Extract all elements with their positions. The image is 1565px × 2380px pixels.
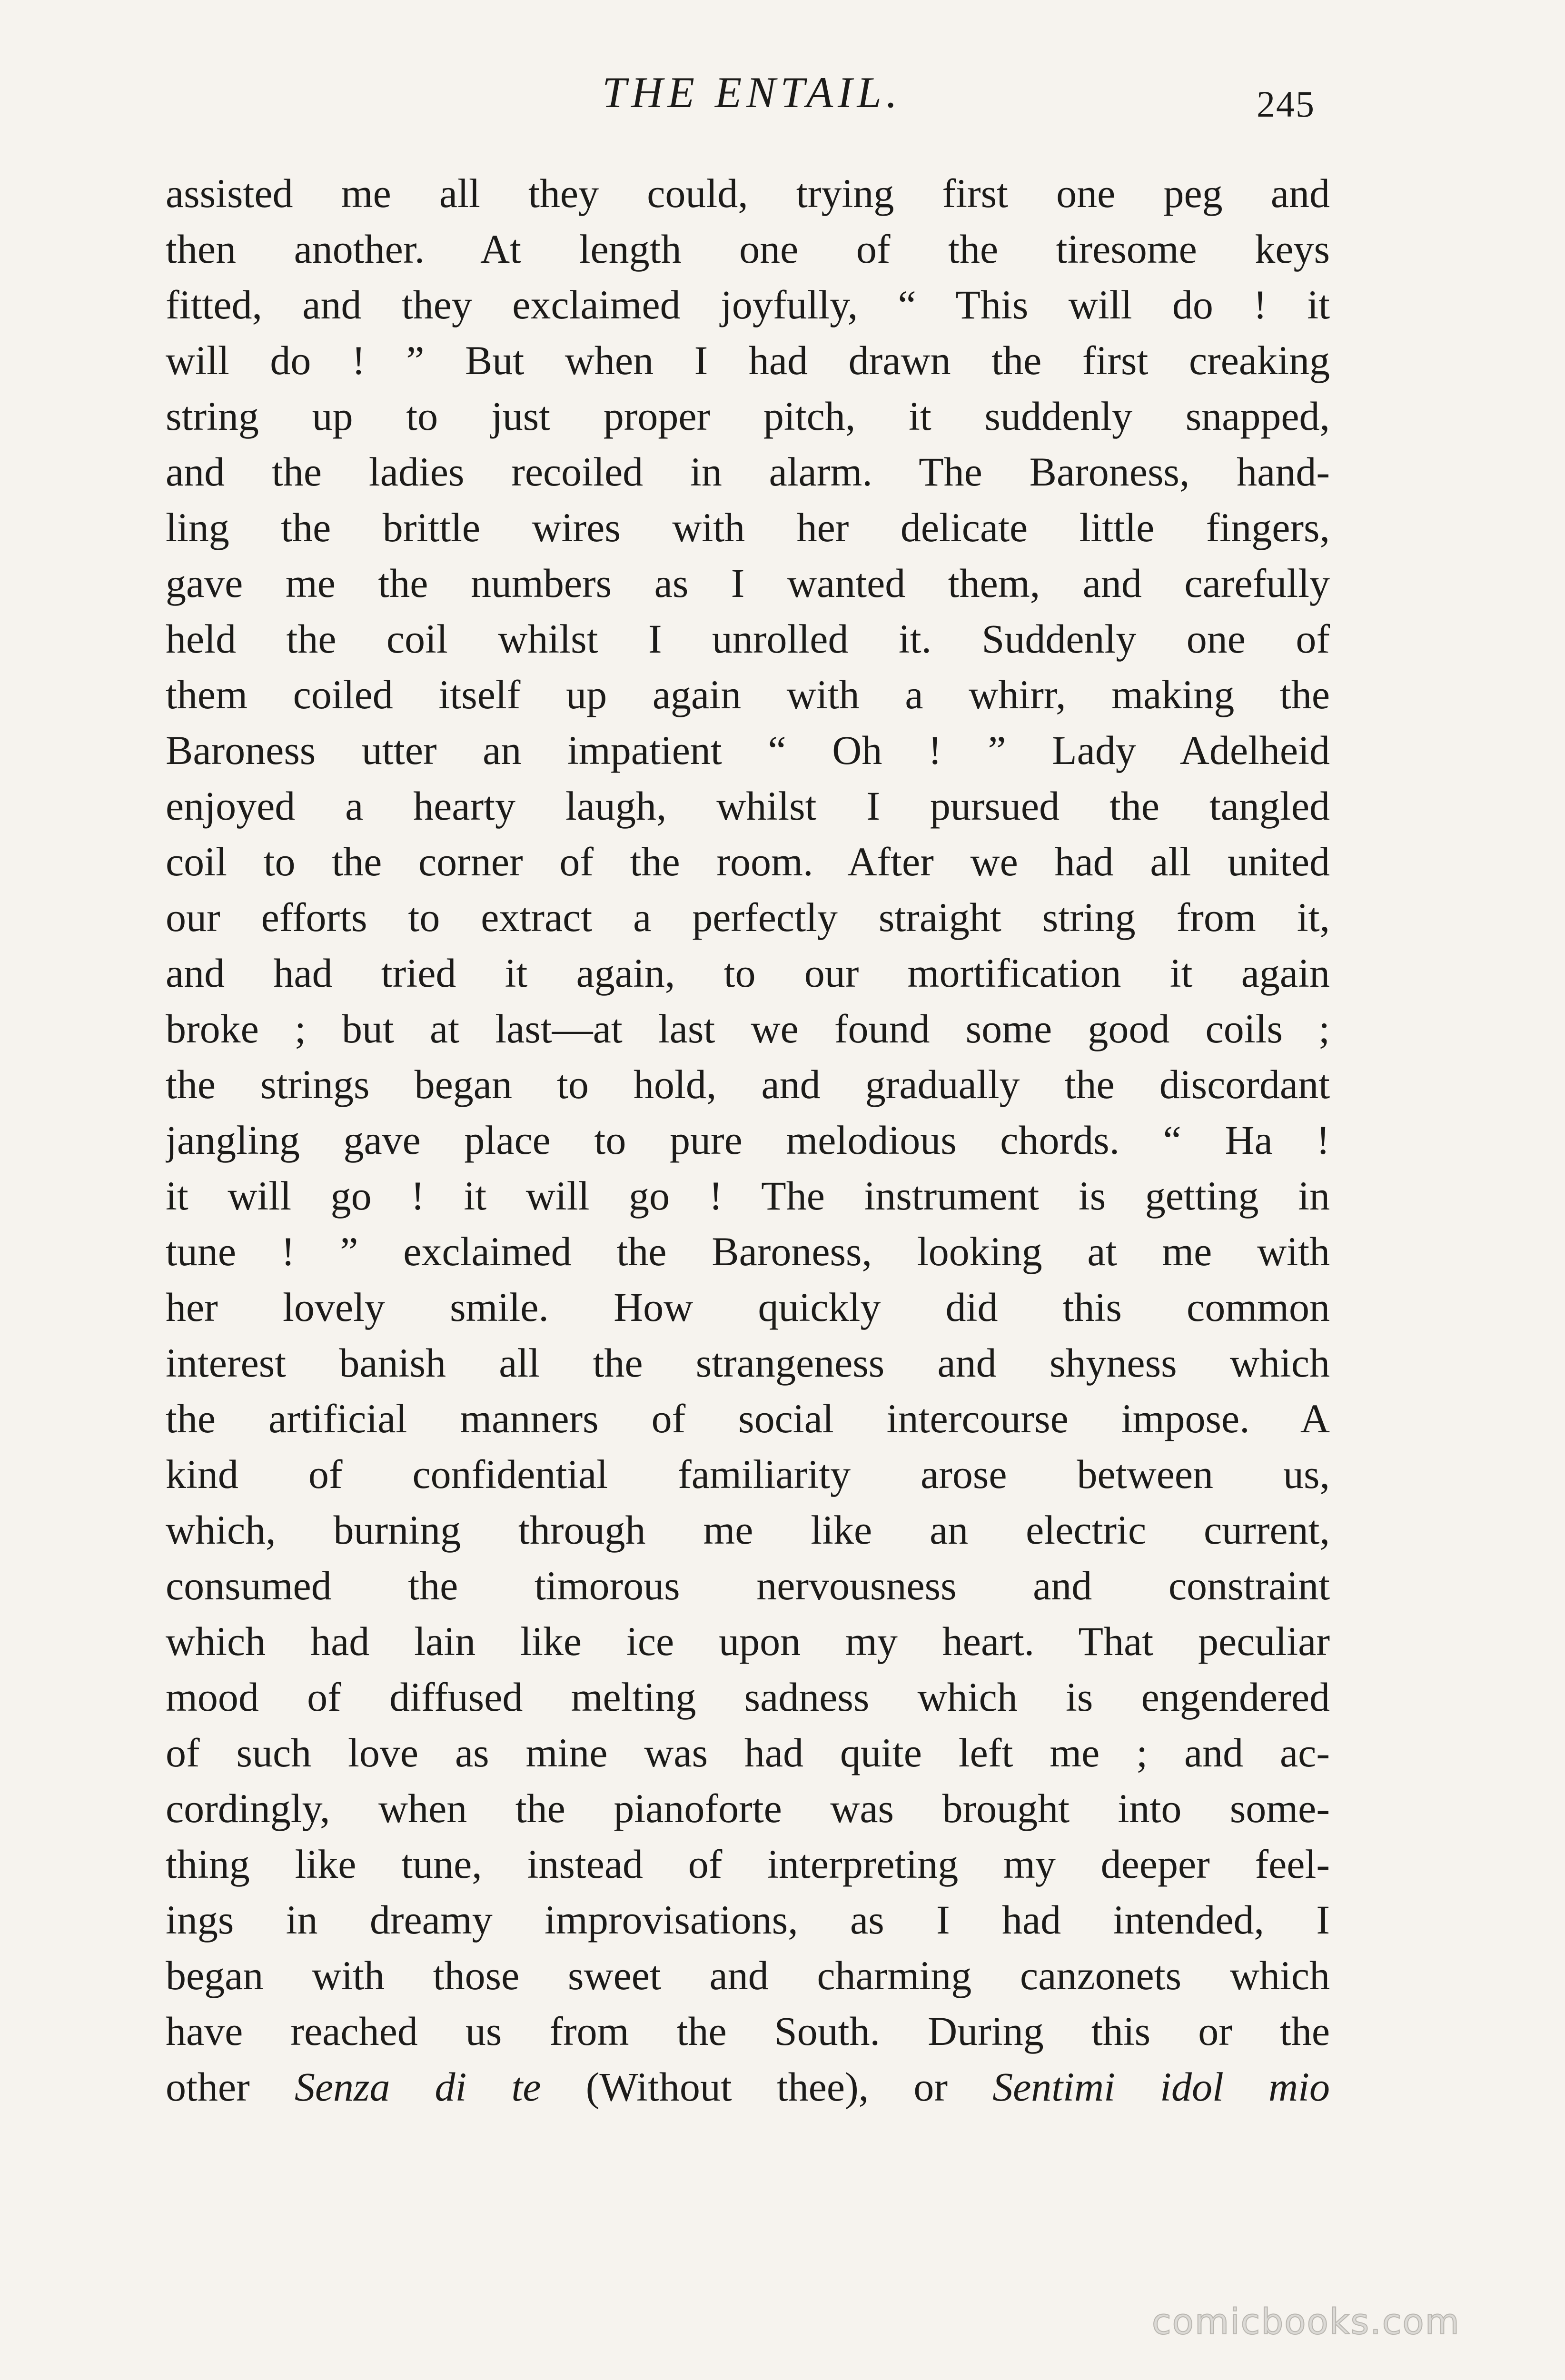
text-line: gave me the numbers as I wanted them, and carefully — [166, 560, 1330, 606]
text-line: kind of confidential familiarity arose between us, — [166, 1451, 1330, 1497]
text-line: her lovely smile. How quickly did this common — [166, 1284, 1330, 1330]
text-line: which, burning through me like an electric current, — [166, 1507, 1330, 1553]
text-line: assisted me all they could, trying first one peg and — [166, 170, 1330, 216]
text-line: our efforts to extract a perfectly straight string from it, — [166, 894, 1330, 940]
text-line: have reached us from the South. During this or the — [166, 2008, 1330, 2054]
text-line: ling the brittle wires with her delicate little fingers, — [166, 505, 1330, 550]
text-line: cordingly, when the pianoforte was brought into some- — [166, 1785, 1330, 1831]
text-line: coil to the corner of the room. After we had all united — [166, 839, 1330, 884]
running-title: THE ENTAIL. — [602, 68, 902, 117]
text-line: of such love as mine was had quite left me ; and ac- — [166, 1730, 1330, 1775]
text-line: held the coil whilst I unrolled it. Suddenly one of — [166, 616, 1330, 662]
body-text — [166, 166, 1330, 2115]
text-line: began with those sweet and charming canzonets which — [166, 1953, 1330, 1998]
text-line: fitted, and they exclaimed joyfully, “ This will do ! it — [166, 282, 1330, 327]
text-line: string up to just proper pitch, it suddenly snapped, — [166, 393, 1330, 439]
text-line: interest banish all the strangeness and shyness which — [166, 1340, 1330, 1386]
italic-title: Senza di te — [294, 2064, 541, 2110]
text-segment: other — [166, 2064, 295, 2110]
text-line: ings in dreamy improvisations, as I had intended, I — [166, 1897, 1330, 1943]
text-segment: (Without thee), or — [541, 2064, 993, 2110]
text-line: thing like tune, instead of interpreting my deeper feel- — [166, 1841, 1330, 1887]
text-line: and had tried it again, to our mortification it again — [166, 950, 1330, 996]
text-line: jangling gave place to pure melodious chords. “ Ha ! — [166, 1117, 1330, 1163]
watermark: comicbooks.com — [1152, 2301, 1460, 2342]
text-line: then another. At length one of the tiresome keys — [166, 226, 1330, 272]
text-line: and the ladies recoiled in alarm. The Baroness, hand- — [166, 449, 1330, 495]
text-line: the artificial manners of social intercourse impose. A — [166, 1396, 1330, 1441]
text-line: Baroness utter an impatient “ Oh ! ” Lady Adelheid — [166, 727, 1330, 773]
text-line: them coiled itself up again with a whirr, making the — [166, 672, 1330, 717]
text-line: mood of diffused melting sadness which is engendered — [166, 1674, 1330, 1720]
text-line: broke ; but at last—at last we found some good coils ; — [166, 1006, 1330, 1051]
text-line: tune ! ” exclaimed the Baroness, looking at me with — [166, 1229, 1330, 1274]
text-line: consumed the timorous nervousness and constraint — [166, 1563, 1330, 1608]
page-number: 245 — [1257, 83, 1315, 125]
text-line: which had lain like ice upon my heart. That peculiar — [166, 1618, 1330, 1664]
text-line-last — [166, 2059, 1330, 2115]
text-line: it will go ! it will go ! The instrument is getting in — [166, 1173, 1330, 1219]
italic-title: Sentimi idol mio — [992, 2064, 1330, 2110]
text-line: the strings began to hold, and gradually the discordant — [166, 1061, 1330, 1107]
text-line: will do ! ” But when I had drawn the first creaking — [166, 337, 1330, 383]
text-line: enjoyed a hearty laugh, whilst I pursued the tangled — [166, 783, 1330, 829]
